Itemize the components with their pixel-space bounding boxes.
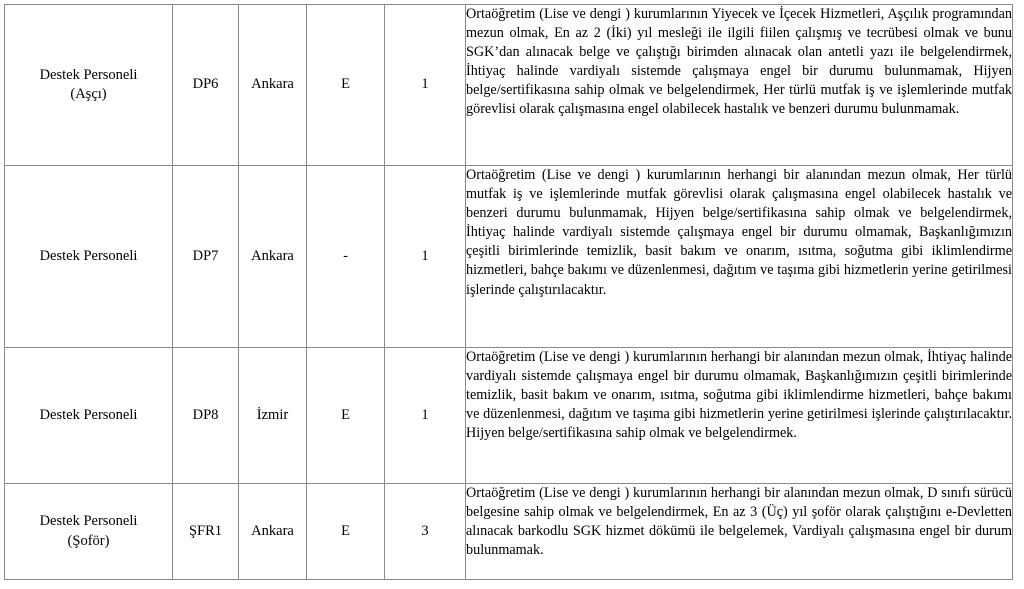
unvan-text: Destek Personeli <box>39 247 138 264</box>
table-row <box>5 348 1013 484</box>
cell-kod: DP6 <box>173 5 239 166</box>
table-row <box>5 484 1013 580</box>
cell-adet: 3 <box>385 484 466 580</box>
unvan-text: Destek Personeli <box>39 406 138 423</box>
cell-nitelik: Ortaöğretim (Lise ve dengi ) kurumlarının herhangi bir alanından mezun olmak, Her türlü mutfak iş ve işlemlerinde mutfak görevlisi olarak çalışmasına engel olabilecek hastalık ve benzeri durumu bulunmamak, Hijyen belge/sertifikasına sahip olmak ve belgelendirmek, İhtiyaç halinde vardiyalı sistemde çalışmaya engel bir durumu olmamak, Başkanlığımızın çeşitli birimlerinde temizlik, basit bakım ve onarım, ısıtma, soğutma gibi iklimlendirme hizmetleri, bahçe bakımı ve düzenlenmesi, dağıtım ve taşıma gibi hizmetlerin yerine getirilmesi işlerinde çalıştırılacaktır. <box>466 166 1013 348</box>
cell-adet: 1 <box>385 5 466 166</box>
table-row <box>5 5 1013 166</box>
unvan-text: Destek Personeli <box>39 513 138 530</box>
cell-nitelik: Ortaöğretim (Lise ve dengi ) kurumlarının herhangi bir alanından mezun olmak, İhtiyaç halinde vardiyalı sistemde çalışmaya engel bir durumu olmamak, Başkanlığımızın çeşitli birimlerinde temizlik, basit bakım ve onarım, ısıtma, soğutma gibi iklimlendirme hizmetleri, bahçe bakımı ve düzenlenmesi, dağıtım ve taşıma gibi hizmetlerin yerine getirilmesi işlerinde çalıştırılacaktır. Hijyen belge/sertifikasına sahip olmak ve belgelendirmek. <box>466 348 1013 484</box>
cell-cinsiyet: - <box>307 166 385 348</box>
unvan-subtext: (Aşçı) <box>70 86 107 102</box>
table-body <box>5 5 1013 580</box>
cell-adet: 1 <box>385 348 466 484</box>
cell-unvan <box>5 348 173 484</box>
cell-il: İzmir <box>239 348 307 484</box>
cell-cinsiyet: E <box>307 348 385 484</box>
kadro-nitelik-table <box>4 4 1013 580</box>
unvan-subtext: (Şoför) <box>67 532 110 549</box>
cell-cinsiyet: E <box>307 484 385 580</box>
unvan-text: Destek Personeli <box>39 66 138 83</box>
cell-il: Ankara <box>239 166 307 348</box>
cell-nitelik: Ortaöğretim (Lise ve dengi ) kurumlarının herhangi bir alanından mezun olmak, D sınıfı sürücü belgesine sahip olmak ve belgelendirmek, En az 3 (Üç) yıl şoför olarak çalıştığını e-Devletten alınacak barkodlu SGK hizmet dökümü ile belgelemek, Vardiyalı çalışmasına engel bir durum bulunmamak. <box>466 484 1013 580</box>
cell-cinsiyet: E <box>307 5 385 166</box>
cell-unvan <box>5 5 173 166</box>
cell-il: Ankara <box>239 5 307 166</box>
cell-kod: DP8 <box>173 348 239 484</box>
cell-nitelik: Ortaöğretim (Lise ve dengi ) kurumlarının Yiyecek ve İçecek Hizmetleri, Aşçılık programından mezun olmak, En az 2 (İki) yıl mesleği ile ilgili fiilen çalışmış ve tecrübesi olmak ve bunu SGK’dan alınacak belge ve çalıştığı birimden alınacak olan antetli yazı ile belgelendirmek, İhtiyaç halinde vardiyalı sistemde çalışmaya engel bir durumu bulunmamak, Hijyen belge/sertifikasına sahip olmak ve belgelendirmek, Her türlü mutfak iş ve işlemlerinde mutfak görevlisi olarak çalışmasına engel olabilecek hastalık ve benzeri durumu bulunmamak. <box>466 5 1013 166</box>
cell-kod: ŞFR1 <box>173 484 239 580</box>
cell-adet: 1 <box>385 166 466 348</box>
cell-il: Ankara <box>239 484 307 580</box>
cell-kod: DP7 <box>173 166 239 348</box>
cell-unvan <box>5 166 173 348</box>
cell-unvan <box>5 484 173 580</box>
table-row <box>5 166 1013 348</box>
